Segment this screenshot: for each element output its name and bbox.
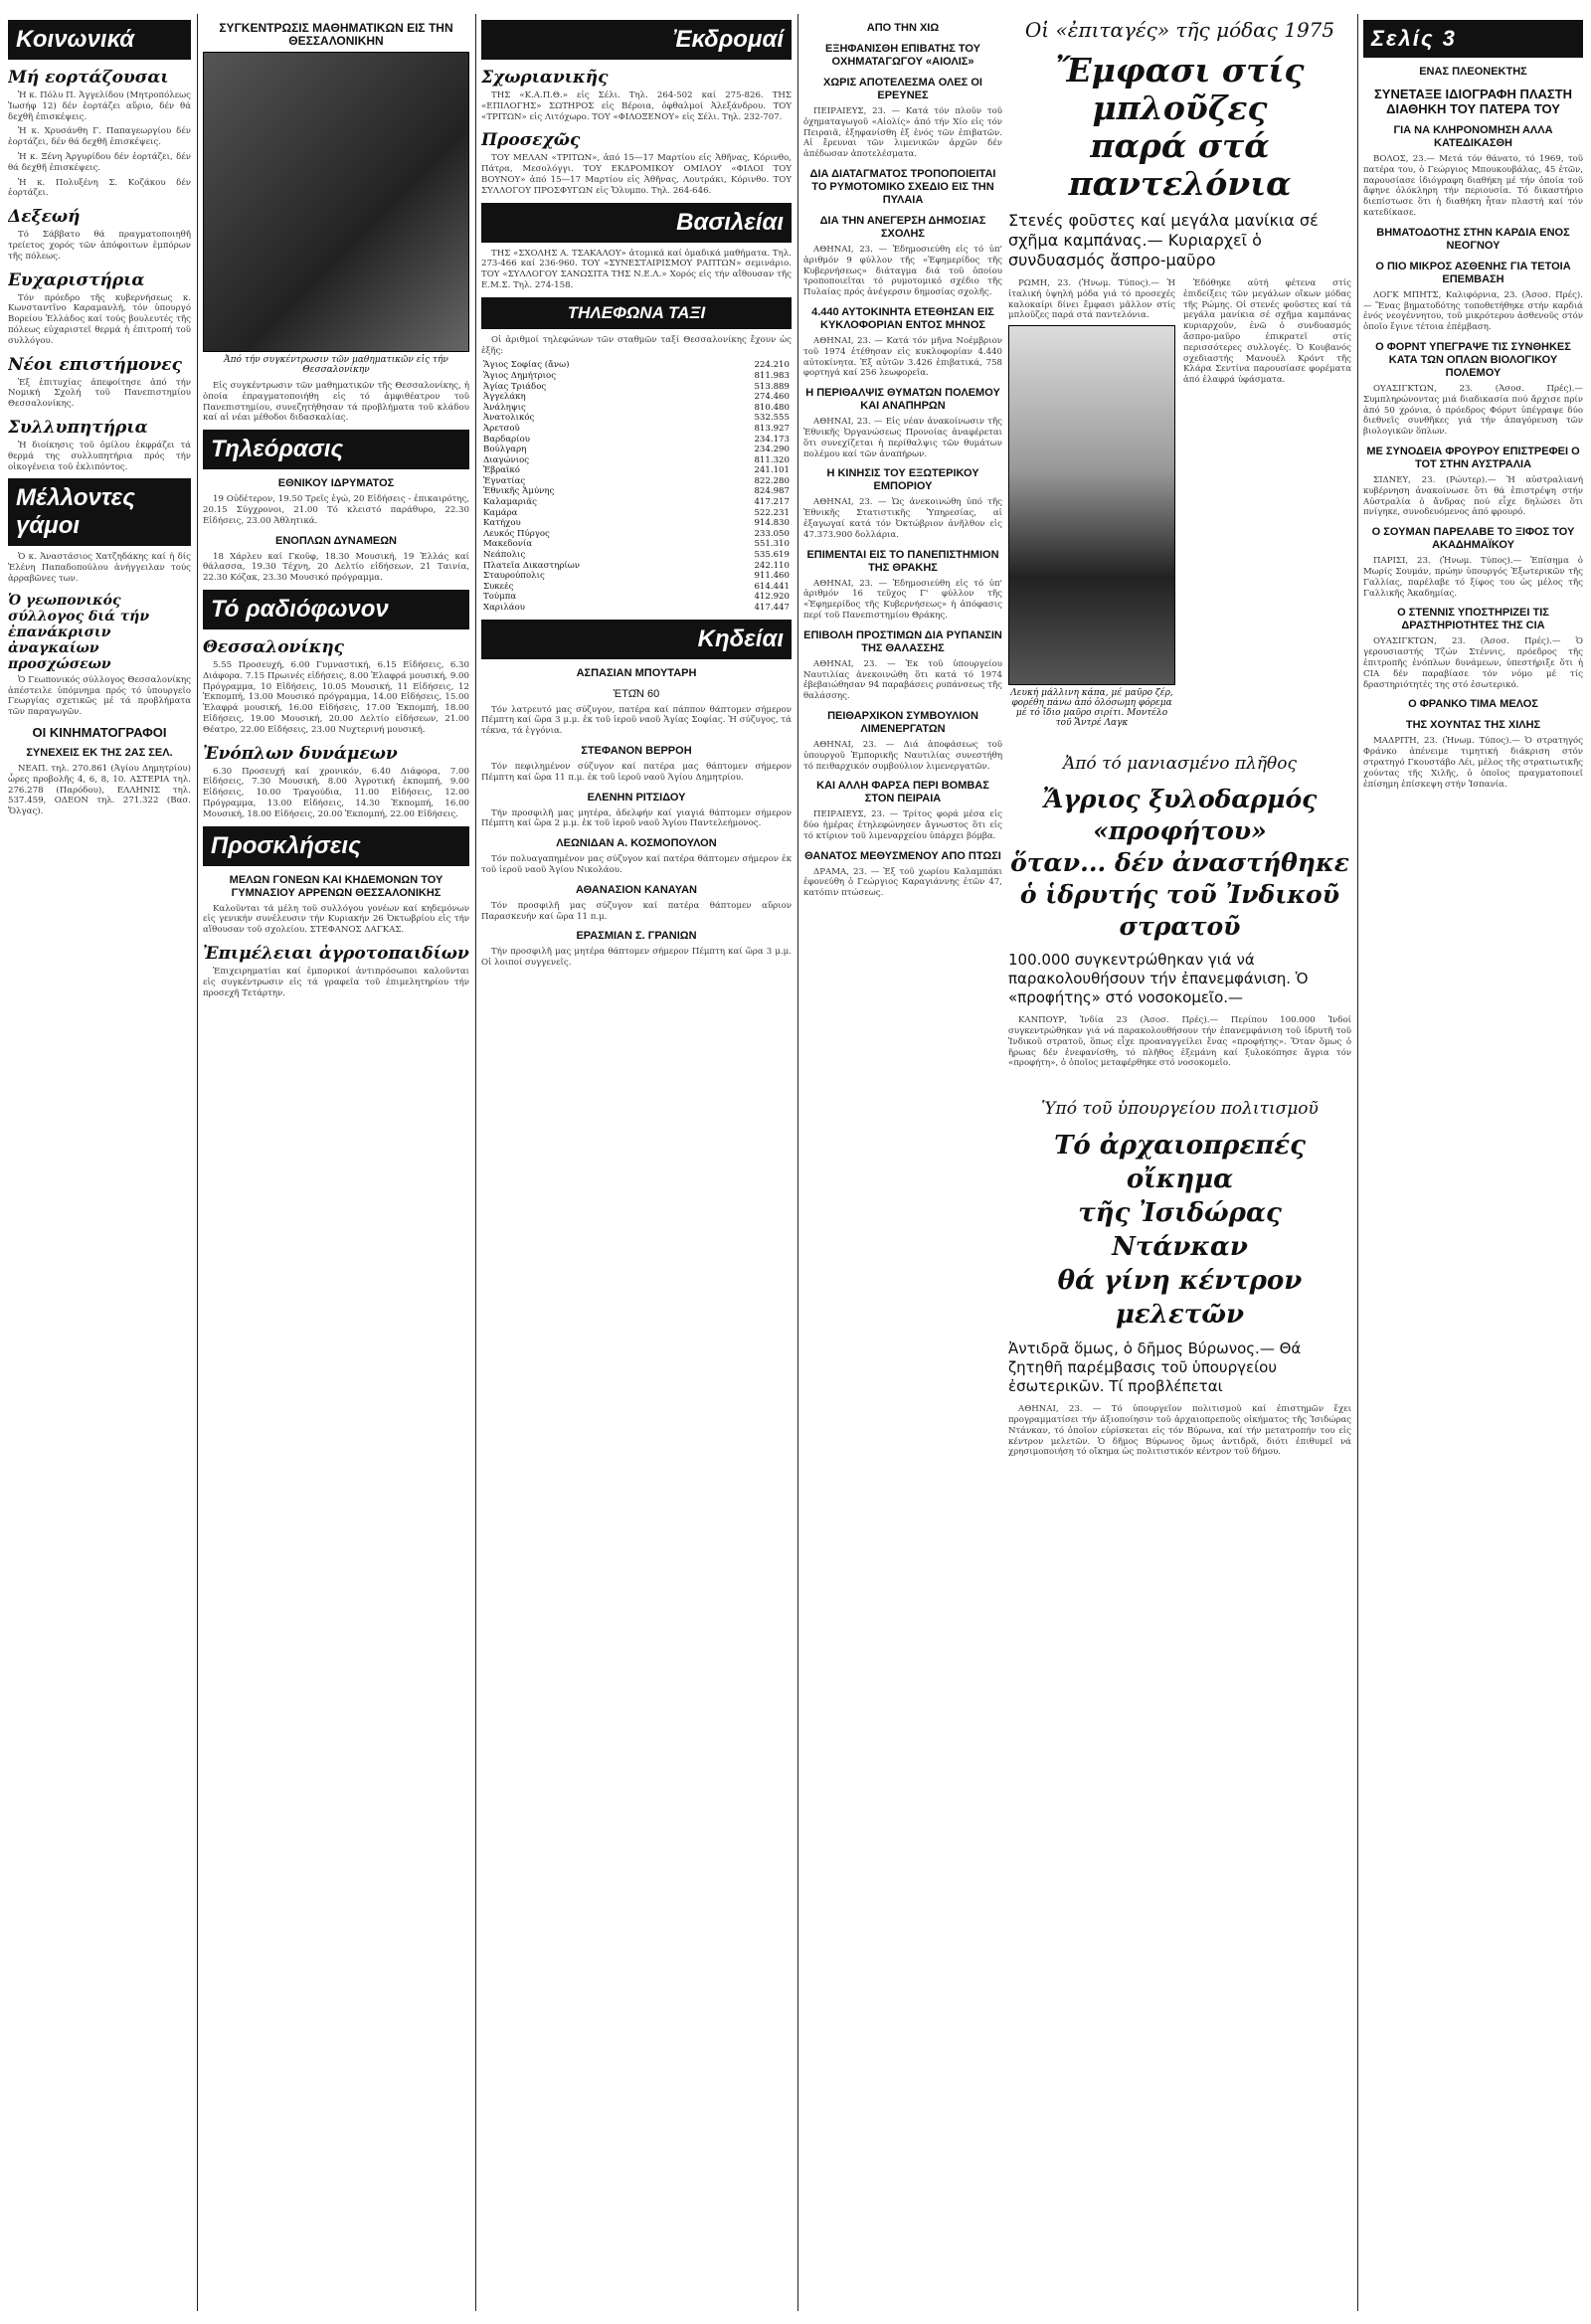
article-headline: ὁ ἱδρυτής τοῦ Ἰνδικοῦ στρατοῦ bbox=[1019, 880, 1340, 942]
column-world bbox=[1363, 14, 1583, 2311]
paragraph: ΔΡΑΜΑ, 23. — Ἐξ τοῦ χωρίου Καλαμπάκι ἐφονεύθη ὁ Γεώργιος Καραγιάννης ἐτῶν 47, κατόπιν πτώσεως. bbox=[803, 866, 1002, 899]
article-body bbox=[803, 579, 1002, 622]
section-title: ΕΛΕΝΗΝ ΡΙΤΣΙΔΟΥ bbox=[587, 791, 686, 804]
taxi-stand-name: Πλατεῖα Δικαστηρίων bbox=[483, 560, 581, 571]
section-title: Θεσσαλονίκης bbox=[203, 636, 345, 657]
article-headline: 4.440 ΑΥΤΟΚΙΝΗΤΑ ΕΤΕΘΗΣΑΝ ΕΙΣ ΚΥΚΛΟΦΟΡΙΑΝ ΕΝΤΟΣ ΜΗΝΟΣ bbox=[811, 305, 994, 331]
section-body bbox=[481, 249, 792, 291]
taxi-phone-number: 811.320 bbox=[754, 454, 790, 465]
section-body bbox=[8, 378, 191, 410]
taxi-phone-number: 242.110 bbox=[754, 560, 790, 571]
table-row bbox=[481, 529, 792, 540]
article-headline: ΕΠΙΒΟΛΗ ΠΡΟΣΤΙΜΩΝ ΔΙΑ ΡΥΠΑΝΣΙΝ ΤΗΣ ΘΑΛΑΣΣΗΣ bbox=[803, 628, 1002, 654]
taxi-stand-name: Ἀγίας Τριάδος bbox=[483, 381, 547, 392]
paragraph: ΡΩΜΗ, 23. (Ἠνωμ. Τύπος).— Ἡ ἰταλική ὑψηλή μόδα γιά τό προσεχές καλοκαίρι δίνει ἔμφασι μᾶλλον στίς μπλοῦζες παρά στά παντελόνια. bbox=[1008, 278, 1175, 321]
table-row bbox=[481, 592, 792, 603]
taxi-phone-table bbox=[481, 360, 792, 613]
photo-caption: Λευκή μάλλινη κάπα, μέ μαῦρο ζέρ, φορέθη πάνω ἀπό ὁλόσωμη φόρεμα μέ τό ἴδιο μαῦρο σιρίτι. Μοντέλο τοῦ Ἄντρέ Λαγκ bbox=[1010, 688, 1173, 729]
table-row bbox=[481, 550, 792, 561]
table-row bbox=[481, 518, 792, 529]
taxi-stand-name: Βούλγαρη bbox=[483, 445, 527, 455]
paragraph: ΝΕΑΠ. τηλ. 270.861 (Ἀγίου Δημητρίου) ὧρες προβολῆς 4, 6, 8, 10. ΑΣΤΕΡΙΑ τηλ. 276.278 (Παρόδου), ΕΛΛΗΝΙΣ τηλ. 537.459, ΟΔΕΟΝ τηλ. 271.322 (Βασ. Ὄλγας). bbox=[8, 763, 191, 817]
taxi-stand-name: Χαριλάου bbox=[483, 603, 525, 614]
taxi-phone-number: 412.920 bbox=[754, 592, 790, 603]
section-banner-tv: Τηλεόρασις bbox=[203, 430, 469, 469]
article-headline: Τό ἀρχαιοπρεπές οἴκημα bbox=[1054, 1131, 1306, 1195]
article-body bbox=[803, 867, 1002, 899]
section-body bbox=[8, 230, 191, 262]
paragraph: Τόν προσφιλῆ μας σύζυγον καί πατέρα θάπτομεν αὔριον Παρασκευήν καί ὥρα 11 π.μ. bbox=[481, 900, 792, 922]
section-body bbox=[203, 552, 469, 584]
section-title: ΣΤΕΦΑΝΟΝ ΒΕΡΡΟΗ bbox=[581, 745, 692, 757]
article-headline: Ο ΦΡΑΝΚΟ ΤΙΜΑ ΜΕΛΟΣ bbox=[1408, 698, 1538, 711]
paragraph: 6.30 Προσευχή καί χρονικόν, 6.40 Διάφορα, 7.00 Εἰδήσεις, 7.30 Μουσική, 8.00 Ἀγροτική ἐκπομπή, 9.00 Εἰδήσεις, 10.00 Τραγούδια, 11.00 Εἰδήσεις, 12.00 Πρόγραμμα, 13.00 Εἰδήσεις, 14.30 Ἐκπομπή, 16.00 Μουσική, 18.00 Εἰδήσεις, 20.00 Ἐκπομπή, 22.00 Εἰδήσεις. bbox=[203, 766, 469, 819]
section-title: Ἐνόπλων δυνάμεων bbox=[203, 743, 398, 764]
taxi-phone-number: 811.983 bbox=[754, 370, 790, 381]
paragraph: Τόν πολυαγαπημένον μας σύζυγον καί πατέρα θάπτομεν σήμερον ἐκ τοῦ ἱεροῦ ναοῦ Ἁγίου Νικολάου. bbox=[481, 854, 792, 875]
article-headline: ΣΥΓΚΕΝΤΡΩΣΙΣ ΜΑΘΗΜΑΤΙΚΩΝ ΕΙΣ ΤΗΝ ΘΕΣΣΑΛΟΝΙΚΗΝ bbox=[219, 21, 453, 48]
paragraph: ΒΟΛΟΣ, 23.— Μετά τόν θάνατο, τό 1969, τοῦ πατέρα του, ὁ Γεώργιος Μπουκουβάλας, 45 ἐτῶν, παρουσίασε ἰδιόγραφη διαθήκη μέ τήν ὁποία τοῦ ἄφηνε ὁλόκληρη τήν περιουσία. Τό δικαστήριο διεπίστωσε ὅτι ἡ διαθήκη ἦταν πλαστή καί τόν κατεδίκασε. bbox=[1363, 154, 1583, 218]
paragraph: Ἐπιχειρηματίαι καί ἐμπορικοί ἀντιπρόσωποι καλοῦνται εἰς συγκέντρωσιν εἰς τά γραφεῖα τοῦ ἐπιμελητηρίου τήν προσεχῆ Τετάρτην. bbox=[203, 966, 469, 998]
section-body bbox=[481, 901, 792, 923]
table-row bbox=[481, 561, 792, 572]
section-subtitle: ΣΥΝΕΧΕΙΣ ΕΚ ΤΗΣ 2ΑΣ ΣΕΛ. bbox=[26, 746, 173, 759]
paragraph: Τόν λατρευτό μας σύζυγον, πατέρα καί πάππον θάπτομεν σήμερον Πέμπτη καί ὥρα 3 μ.μ. ἐκ τοῦ ἱεροῦ ναοῦ Ἁγίας Σοφίας. Ἡ σύζυγος, τά τέκνα, τά ἐγγόνια. bbox=[481, 704, 792, 737]
paragraph: 19 Οὐδέτερον, 19.50 Τρεῖς ἐγώ, 20 Εἰδήσεις - ἐπικαιρότης, 20.15 Σύγχρονοι, 21.00 Τό κλειστό παράθυρο, 22.30 Εἰδήσεις, 23.00 Ἀθλητικά. bbox=[203, 494, 469, 526]
paragraph: ΑΘΗΝΑΙ, 23. — Τό ὑπουργεῖον πολιτισμοῦ καί ἐπιστημῶν ἔχει προγραμματίσει τήν ἀξιοποίησιν τοῦ ἀρχαιοπρεποῦς οἰκήματος τῆς Ἰσιδώρας Ντάνκαν, τό ὁποῖον εὑρίσκεται εἰς τόν Βύρωνα, καί τήν μετατροπήν του εἰς κέντρον μελετῶν. Ὁ δῆμος Βύρωνος ὅμως ἀντιδρᾶ, διότι ἐπιθυμεῖ νά χρησιμοποιήση τό οἴκημα ὡς πολιτιστικόν κέντρον τοῦ δήμου. bbox=[1008, 1404, 1351, 1458]
taxi-stand-name: Διαγώνιος bbox=[483, 454, 530, 465]
section-title: ΕΘΝΙΚΟΥ ΙΔΡΥΜΑΤΟΣ bbox=[277, 477, 395, 490]
paragraph: ΣΙΔΝΕΥ, 23. (Ρώυτερ).— Ἡ αὐστραλιανή κυβέρνηση ἀνακοίνωσε ὅτι θά ἐπιστρέψη στήν Αὐστραλία ὁ ἄνδρας πού εἶχε δηλώσει ὅτι πνίγηκε, συνοδευόμενος ἀπό φρουρό. bbox=[1363, 474, 1583, 518]
paragraph: Εἰς συγκέντρωσιν τῶν μαθηματικῶν τῆς Θεσσαλονίκης, ἡ ὁποία ἐπραγματοποιήθη εἰς τό ἀμφιθέατρον τοῦ Πανεπιστημίου, συνεζητήθησαν τά προβλήματα τοῦ κλάδου καί αἱ νέαι μέθοδοι διδασκαλίας. bbox=[203, 381, 469, 424]
column-rule bbox=[475, 14, 476, 2311]
section-banner-radio: Τό ραδιόφωνον bbox=[203, 590, 469, 629]
article-body bbox=[803, 809, 1002, 841]
section-body bbox=[203, 494, 469, 526]
article-headline: Η ΚΙΝΗΣΙΣ ΤΟΥ ΕΞΩΤΕΡΙΚΟΥ ΕΜΠΟΡΙΟΥ bbox=[826, 467, 979, 493]
article-kicker: Ὑπό τοῦ ὑπουργείου πολιτισμοῦ bbox=[1041, 1099, 1319, 1120]
article-headline: ΕΠΙΜΕΝΤΑΙ ΕΙΣ ΤΟ ΠΑΝΕΠΙΣΤΗΜΙΟΝ ΤΗΣ ΘΡΑΚΗΣ bbox=[806, 548, 999, 574]
section-title: Νέοι επιστήμονες bbox=[8, 354, 182, 375]
paragraph: Τόν πρόεδρο τῆς κυβερνήσεως κ. Κωνσταντῖνο Καραμανλή, τόν ὑπουργό Βορείου Ἑλλάδος καί τούς βουλευτές τῆς πόλεως εὐχαριστεῖ θερμά ἡ ἐπιτροπή τοῦ συλλόγου. bbox=[8, 292, 191, 346]
article-headline: Ο ΦΟΡΝΤ ΥΠΕΓΡΑΨΕ ΤΙΣ ΣΥΝΘΗΚΕΣ ΚΑΤΑ ΤΩΝ ΟΠΛΩΝ ΒΙΟΛΟΓΙΚΟΥ ΠΟΛΕΜΟΥ bbox=[1375, 340, 1571, 379]
paragraph: Ὁ κ. Ἀναστάσιος Χατζηδάκης καί ἡ δίς Ἑλένη Παπαδοπούλου ἀνήγγειλαν τούς ἀρραβῶνες των. bbox=[8, 552, 191, 584]
article-body bbox=[803, 659, 1002, 702]
paragraph: ΑΘΗΝΑΙ, 23. — Εἰς νέαν ἀνακοίνωσιν τῆς Ἐθνικῆς Ὀργανώσεως Προνοίας ἀναφέρεται ὅτι συνεχίζεται ἡ περίθαλψις τῶν θυμάτων πολέμου καί τῶν ἀναπήρων. bbox=[803, 417, 1002, 459]
article-kicker: Ἀπό τό μανιασμένο πλῆθος bbox=[1062, 754, 1297, 775]
taxi-phone-number: 224.210 bbox=[754, 360, 790, 371]
taxi-stand-name: Ἀρετσοῦ bbox=[483, 423, 520, 434]
section-body bbox=[481, 153, 792, 196]
section-title: Συλλυπητήρια bbox=[8, 417, 148, 438]
taxi-stand-name: Βαρδαρίου bbox=[483, 434, 530, 445]
article-body bbox=[1363, 636, 1583, 690]
article-deck: 100.000 συγκεντρώθηκαν γιά νά παρακολουθήσουν τήν ἐπανεμφάνιση. Ὁ «προφήτης» στό νοσοκομεῖο.— bbox=[1008, 951, 1309, 1007]
taxi-phone-number: 417.447 bbox=[754, 603, 790, 614]
article-body bbox=[1008, 278, 1175, 321]
section-body bbox=[8, 675, 191, 718]
article-body bbox=[1363, 290, 1583, 333]
section-title: Ὁ γεωπονικός σύλλογος διά τήν ἐπανάκρισιν ἀναγκαίων προσχώσεων bbox=[8, 592, 150, 672]
section-body bbox=[481, 705, 792, 737]
article-body bbox=[803, 417, 1002, 459]
table-row bbox=[481, 382, 792, 393]
section-title: ΕΝΟΠΛΩΝ ΔΥΝΑΜΕΩΝ bbox=[275, 534, 397, 547]
taxi-stand-name: Ἐγνατίας bbox=[483, 475, 526, 486]
section-body bbox=[8, 764, 191, 817]
article-subheadline: ΧΩΡΙΣ ΑΠΟΤΕΛΕΣΜΑ ΟΛΕΣ ΟΙ ΕΡΕΥΝΕΣ bbox=[823, 77, 982, 101]
paragraph: Ἐδόθηκε αὐτή φέτενα στίς ἐπιδείξεις τῶν μεγάλων οἴκων μόδας τῆς Ρώμης. Οἱ στενές φοῦστες καί τά μεγάλα μανίκια σέ σχῆμα καμπάνας κυριαρχοῦν, ἐνῶ ὁ συνδυασμός ἄσπρο-μαῦρο ἐπικρατεῖ στίς περισσότερες συλλογές. Ὁ Κουβανός σχεδιαστής Μανουέλ Κρόντ τῆς Κλάρα Σεντίνα παρουσίασε φορέματα ἀπό ἐλαφρά ὑφάσματα. bbox=[1183, 278, 1351, 386]
taxi-stand-name: Ἅγιος Δημήτριος bbox=[483, 370, 557, 381]
article-deck: Ἀντιδρᾶ ὅμως, ὁ δῆμος Βύρωνος.— Θά ζητηθῆ παρέμβασις τοῦ ὑπουργείου ἐσωτερικῶν. Τί προβλέπεται bbox=[1008, 1340, 1302, 1396]
paragraph: ΑΘΗΝΑΙ, 23. — Ἐδημοσιεύθη εἰς τό ὑπ' ἀριθμόν 16 τεῦχος Γ' φύλλον τῆς «Ἐφημερίδος τῆς Κυβερνήσεως» ἡ ἀπόφασις περί τοῦ Πανεπιστημίου Θράκης. bbox=[803, 578, 1002, 621]
column-rule bbox=[197, 14, 198, 2311]
table-row bbox=[481, 539, 792, 550]
table-row bbox=[481, 360, 792, 371]
article-headline: Ἄγριος ξυλοδαρμός «προφήτου» bbox=[1042, 785, 1318, 846]
article-headline: παρά στά παντελόνια bbox=[1068, 126, 1292, 203]
paragraph: Ὁ Γεωπονικός σύλλογος Θεσσαλονίκης ἀπέστειλε ὑπόμνημα πρός τό ὑπουργεῖο Γεωργίας σχετικῶς μέ τά προβλήματα τῶν παραγωγῶν. bbox=[8, 674, 191, 718]
paragraph: ΤΟΥ ΜΕΛΑΝ «ΤΡΙΤΩΝ», ἀπό 15—17 Μαρτίου εἰς Ἀθῆνας, Κόρινθο, Πάτρα, Μεσολόγγι. ΤΟΥ ΕΚΔΡΟΜΙΚΟΥ ΟΜΙΛΟΥ «ΦΙΛΟΙ ΤΟΥ ΒΟΥΝΟΥ» ἀπό 15—17 Μαρτίου εἰς Ἀθῆνας, Λουτράκι, Κόρινθο. ΤΟΥ ΣΥΛΛΟΓΟΥ ΠΡΟΣΦΥΓΩΝ εἰς Ὄλυμπο. Τηλ. 264-646. bbox=[481, 153, 792, 196]
table-row bbox=[481, 445, 792, 455]
article-headline: ὅταν... δέν ἀναστήθηκε bbox=[1010, 848, 1349, 878]
fashion-photo bbox=[1008, 325, 1175, 685]
article-headline: τῆς Ἰσιδώρας Ντάνκαν bbox=[1078, 1198, 1282, 1263]
section-body bbox=[203, 660, 469, 736]
paragraph: ΑΘΗΝΑΙ, 23. — Ὡς ἀνεκοινώθη ὑπό τῆς Ἐθνικῆς Στατιστικῆς Ὑπηρεσίας, αἱ ἐξαγωγαί κατά τόν Ὀκτώβριον ἀνῆλθον εἰς 47.373.900 δολλάρια. bbox=[803, 497, 1002, 540]
section-body bbox=[481, 854, 792, 876]
article-headline: Ο ΣΟΥΜΑΝ ΠΑΡΕΛΑΒΕ ΤΟ ΞΙΦΟΣ ΤΟΥ ΑΚΑΔΗΜΑΪΚΟΥ bbox=[1371, 526, 1575, 552]
article-body bbox=[1008, 1015, 1351, 1069]
section-title: Ευχαριστήρια bbox=[8, 269, 145, 290]
paragraph: ΠΕΙΡΑΙΕΥΣ, 23. — Τρίτος φορά μέσα εἰς δύο ἡμέρας ἐτηλεφώνησεν ἄγνωστος ὅτι εἰς τό κτίριον τοῦ λιμεναρχείου ὑπάρχει βόμβα. bbox=[803, 809, 1002, 841]
section-title: Ἐπιμέλειαι ἀγροτοπαιδίων bbox=[203, 943, 469, 964]
article-kicker: ΑΠΟ ΤΗΝ ΧΙΩ bbox=[866, 22, 940, 34]
article-body bbox=[803, 245, 1002, 298]
taxi-phone-number: 417.217 bbox=[754, 497, 790, 508]
taxi-stand-name: Νεάπολις bbox=[483, 550, 526, 561]
paragraph: ΑΘΗΝΑΙ, 23. — Ἐδημοσιεύθη εἰς τό ὑπ' ἀριθμόν 9 φύλλον τῆς «Ἐφημερίδος τῆς Κυβερνήσεως» διάταγμα διά τοῦ ὁποίου τροποποιεῖται τό ρυμοτομικό σχέδιο τῆς Πυλαίας πρός ἀνέγερσιν δημοσίας σχολῆς. bbox=[803, 244, 1002, 298]
paragraph: ΛΟΓΚ ΜΠΗΤΣ, Καλιφόρνια, 23. (Ἀσοσ. Πρές).— Ἕνας βηματοδότης τοποθετήθηκε στήν καρδιά ἑνός νεογέννητου, τοῦ μικρότερου ἀσθενοῦς στόν ὁποῖο ἔγινε τέτοια ἐπέμβαση. bbox=[1363, 289, 1583, 333]
taxi-phone-number: 522.231 bbox=[754, 507, 790, 518]
section-banner-taxi-phones: ΤΗΛΕΦΩΝΑ ΤΑΞΙ bbox=[481, 297, 792, 329]
news-photo bbox=[203, 52, 469, 352]
paragraph: Ἡ κ. Πόλυ Π. Ἀγγελίδου (Μητροπόλεως Ἰωσήφ 12) δέν ἑορτάζει αὔριο, δέν θά δεχθῆ ἐπισκέψεις. bbox=[8, 90, 191, 122]
taxi-stand-name: Ἀνάληψις bbox=[483, 402, 526, 413]
paragraph: ΠΑΡΙΣΙ, 23. (Ἠνωμ. Τύπος).— Ἐπίσημα ὁ Μωρίς Σουμάν, πρώην ὑπουργός Ἐξωτερικῶν τῆς Γαλλίας, παρέλαβε τό ξίφος του ὡς μέλος τῆς Γαλλικῆς Ἀκαδημίας. bbox=[1363, 556, 1583, 599]
paragraph: Ἐξ ἐπιτυχίας ἀπεφοίτησε ἀπό τήν Νομική Σχολή τοῦ Πανεπιστημίου Θεσσαλονίκης. bbox=[8, 377, 191, 410]
paragraph: ΟΥΑΣΙΓΚΤΩΝ, 23. (Ἀσοσ. Πρές).— Συμπληρώνοντας μιά διαδικασία πού ἄρχισε πρίν ἀπό 50 χρόνια, ὁ πρόεδρος Φόρντ ὑπέγραψε δύο διεθνεῖς συνθῆκες γιά τήν ἀπαγόρευση τῶν βιολογικῶν ὅπλων. bbox=[1363, 383, 1583, 438]
paragraph: ΑΘΗΝΑΙ, 23. — Διά ἀποφάσεως τοῦ ὑπουργοῦ Ἐμπορικῆς Ναυτιλίας συνεστήθη τό πειθαρχικόν συμβούλιον λιμενεργατῶν. bbox=[803, 739, 1002, 772]
section-subtitle: ἘΤΩ͂Ν 60 bbox=[613, 687, 660, 700]
table-row bbox=[481, 497, 792, 508]
taxi-phone-number: 274.460 bbox=[754, 392, 790, 403]
article-headline: θά γίνη κέντρον μελετῶν bbox=[1057, 1266, 1303, 1331]
taxi-stand-name: Ἅγιος Σοφίας (ἄνω) bbox=[483, 360, 570, 371]
table-row bbox=[481, 413, 792, 424]
article-body bbox=[1183, 278, 1351, 734]
taxi-stand-name: Λευκός Πύργος bbox=[483, 528, 550, 539]
taxi-phone-number: 234.290 bbox=[754, 445, 790, 455]
article-headline: ΒΗΜΑΤΟΔΟΤΗΣ ΣΤΗΝ ΚΑΡΔΙΑ ΕΝΟΣ ΝΕΟΓΝΟΥ bbox=[1376, 226, 1570, 252]
taxi-stand-name: Τούμπα bbox=[483, 592, 517, 603]
column-society bbox=[8, 14, 191, 2311]
taxi-stand-name: Ἑβραϊκό bbox=[483, 465, 520, 476]
article-subheadline: ΤΗΣ ΧΟΥΝΤΑΣ ΤΗΣ ΧΙΛΗΣ bbox=[1405, 719, 1541, 732]
paragraph: ΚΑΝΠΟΥΡ, Ἰνδία 23 (Ἀσοσ. Πρές).— Περίπου 100.000 Ἰνδοί συγκεντρώθηκαν γιά νά παρακολουθήσουν τήν ἐπανεμφάνιση τοῦ ἱδρυτῆ τοῦ Ἰνδικοῦ στρατοῦ, ὅπως εἶχε προαναγγείλει ἕνας «προφήτης». Ὅταν ὅμως ὁ ἥρωας δέν ἐνεφανίσθη, τό πλῆθος ἐξεμάνη καί ξυλοκόπησε ἄγρια τόν «προφήτη», ὁ ὁποῖος μεταφέρθηκε στό νοσοκομεῖο. bbox=[1008, 1015, 1351, 1069]
paragraph: Ἡ διοίκησις τοῦ ὁμίλου ἐκφράζει τά θερμά της συλλυπητήρια πρός τήν οἰκογένεια τοῦ ἐκλιπόντος. bbox=[8, 440, 191, 472]
photo-caption: Ἀπό τήν συγκέντρωσιν τῶν μαθηματικῶν εἰς τήν Θεσσαλονίκην bbox=[224, 355, 448, 375]
paragraph: Τήν προσφιλῆ μας μητέρα, ἀδελφήν καί γιαγιά θάπτομεν σήμερον Πέμπτη καί ὥρα 2 μ.μ. ἐκ τοῦ ἱεροῦ ναοῦ Ἁγίου Παντελεήμονος. bbox=[481, 807, 792, 829]
paragraph: Ἡ κ. Πολυξένη Σ. Κοζάκου δέν ἑορτάζει. bbox=[8, 177, 191, 199]
table-row bbox=[481, 571, 792, 582]
paragraph: Ἡ κ. Χρυσάνθη Γ. Παπαγεωργίου δέν ἑορτάζει, δέν θά δεχθῆ ἐπισκέψεις. bbox=[8, 126, 191, 148]
taxi-phone-number: 810.480 bbox=[754, 402, 790, 413]
taxi-phone-number: 241.101 bbox=[754, 465, 790, 476]
paragraph: ΤΗΣ «ΣΧΟΛΗΣ Α. ΤΣΑΚΑΛΟΥ» ἀτομικά καί ὁμαδικά μαθήματα. Τηλ. 273-466 καί 236-960. ΤΟΥ «ΣΥΝΕΣΤΑΙΡΙΣΜΟΥ ΡΑΠΤΩΝ» σεμινάριο. ΤΟΥ «ΣΥΛΛΟΓΟΥ ΣΑΝΩΣΙΤΑ ΤΗΣ Ν.Ε.Λ.» Χορός εἰς τήν αἴθουσαν τῆς Ε.Μ.Σ. Τηλ. 274-158. bbox=[481, 248, 792, 290]
taxi-phone-number: 513.889 bbox=[754, 381, 790, 392]
column-news bbox=[803, 14, 1002, 2311]
article-headline: Ο ΣΤΕΝΝΙΣ ΥΠΟΣΤΗΡΙΖΕΙ ΤΙΣ ΔΡΑΣΤΗΡΙΟΤΗΤΕΣ ΤΗΣ CIA bbox=[1397, 607, 1549, 632]
article-headline: ΠΕΙΘΑΡΧΙΚΟΝ ΣΥΜΒΟΥΛΙΟΝ ΛΙΜΕΝΕΡΓΑΤΩΝ bbox=[827, 709, 978, 735]
article-headline: ΜΕ ΣΥΝΟΔΕΙΑ ΦΡΟΥΡΟΥ ΕΠΙΣΤΡΕΦΕΙ Ο ΤΟΤ ΣΤΗΝ ΑΥΣΤΡΑΛΙΑ bbox=[1366, 445, 1580, 470]
section-body bbox=[8, 441, 191, 472]
paragraph: ΤΗΣ «Κ.Α.Π.Θ.» εἰς Σέλι. Τηλ. 264-502 καί 275-826. ΤΗΣ «ΕΠΙΛΟΓΗΣ» ΣΩΤΗΡΟΣ εἰς Βέροια, ὀφθαλμοί Ἀλεξάνδρου. ΤΟΥ «ΤΡΙΤΩΝ» εἰς Λιτόχωρο. ΤΟΥ «ΦΙΛΟΞΕΝΟΥ» εἰς Σέλι. Τηλ. 232-707. bbox=[481, 90, 792, 122]
taxi-stand-name: Κατήχου bbox=[483, 518, 521, 529]
paragraph: Τόν πεφιλημένον σύζυγον καί πατέρα μας θάπτομεν σήμερον Πέμπτη καί ὥρα 11 π.μ. ἐκ τοῦ ἱεροῦ ναοῦ Ἁγίου Δημητρίου. bbox=[481, 762, 792, 783]
article-body bbox=[1363, 556, 1583, 599]
page-number-banner: Σελίς 3 bbox=[1363, 20, 1583, 58]
table-row bbox=[481, 392, 792, 403]
table-row bbox=[481, 403, 792, 414]
taxi-phone-number: 824.987 bbox=[754, 486, 790, 497]
taxi-stand-name: Μακεδονία bbox=[483, 539, 533, 550]
taxi-phone-number: 234.173 bbox=[754, 434, 790, 445]
column-rule bbox=[1357, 14, 1358, 2311]
section-title: ΑΘΑΝΑΣΙΟΝ ΚΑΝΑΥΑΝ bbox=[576, 883, 697, 896]
paragraph: ΑΘΗΝΑΙ, 23. — Κατά τόν μῆνα Νοέμβριον τοῦ 1974 ἐτέθησαν εἰς κυκλοφορίαν 4.440 αὐτοκίνητα. Ἐξ αὐτῶν 3.426 ἐπιβατικά, 758 φορτηγά καί 256 λεωφορεῖα. bbox=[803, 335, 1002, 379]
section-title: Μή εορτάζουσαι bbox=[8, 68, 169, 88]
table-row bbox=[481, 476, 792, 487]
taxi-phone-number: 532.555 bbox=[754, 413, 790, 424]
taxi-phone-number: 813.927 bbox=[754, 423, 790, 434]
paragraph: Τό Σάββατο θά πραγματοποιηθῆ τρείετος χορός τῶν ἀπόφοιτων ἐμπόρων τῆς πόλεως. bbox=[8, 230, 191, 262]
article-body bbox=[803, 336, 1002, 379]
section-body bbox=[203, 767, 469, 820]
section-body bbox=[8, 90, 191, 199]
article-kicker: Οἱ «ἐπιταγές» τῆς μόδας 1975 bbox=[1024, 18, 1335, 42]
section-title: ΑΣΠΑΣΙΑΝ ΜΠΟΥΤΑΡΗ bbox=[576, 666, 697, 679]
section-banner-excursions: Ἐκδρομαί bbox=[481, 20, 792, 60]
taxi-stand-name: Συκεές bbox=[483, 581, 514, 592]
taxi-phone-number: 535.619 bbox=[754, 550, 790, 561]
article-body bbox=[203, 381, 469, 424]
section-banner-vas: Βασιλείαι bbox=[481, 203, 792, 243]
fashion-left bbox=[1008, 278, 1175, 734]
article-headline: ΕΞΗΦΑΝΙΣΘΗ ΕΠΙΒΑΤΗΣ ΤΟΥ ΟΧΗΜΑΤΑΓΩΓΟΥ «ΑΙΟΛΙΣ» bbox=[825, 43, 980, 68]
table-row bbox=[481, 486, 792, 497]
column-tv-radio bbox=[203, 14, 469, 2311]
column-rule bbox=[797, 14, 798, 2311]
paragraph: ΜΑΔΡΙΤΗ, 23. (Ἠνωμ. Τύπος).— Ὁ στρατηγός Φράνκο ἀπένειμε τιμητική διάκριση στόν στρατηγό Γκουστάβο Λέι, μέλος τῆς στρατιωτικῆς χούντας τῆς Χιλῆς, ὁ ὁποῖος πραγματοποιεῖ ἐπίσημη ἐπίσκεψη στήν Ἰσπανία. bbox=[1363, 736, 1583, 790]
section-title: ΛΕΩΝΙΔΑΝ Α. ΚΟΣΜΟΠΟΥΛΟΝ bbox=[556, 837, 717, 850]
table-row bbox=[481, 435, 792, 446]
section-body bbox=[481, 335, 792, 357]
article-headline: ΔΙΑ ΔΙΑΤΑΓΜΑΤΟΣ ΤΡΟΠΟΠΟΙΕΙΤΑΙ ΤΟ ΡΥΜΟΤΟΜΙΚΟ ΣΧΕΔΙΟ ΕΙΣ ΤΗΝ ΠΥΛΑΙΑ bbox=[809, 167, 996, 206]
article-body bbox=[1008, 1404, 1351, 1458]
section-body bbox=[203, 904, 469, 936]
article-body bbox=[1363, 736, 1583, 790]
taxi-phone-number: 233.050 bbox=[754, 528, 790, 539]
taxi-stand-name: Ἐθνικῆς Ἀμύνης bbox=[483, 486, 555, 497]
taxi-stand-name: Σταυρούπολις bbox=[483, 571, 545, 582]
fashion-article bbox=[1008, 278, 1351, 734]
article-headline: Η ΠΕΡΙΘΑΛΨΙΣ ΘΥΜΑΤΩΝ ΠΟΛΕΜΟΥ ΚΑΙ ΑΝΑΠΗΡΩΝ bbox=[805, 387, 1000, 413]
section-title: ΟΙ ΚΙΝΗΜΑΤΟΓΡΑΦΟΙ bbox=[32, 724, 167, 740]
paragraph: ΑΘΗΝΑΙ, 23. — Ἐκ τοῦ ὑπουργείου Ναυτιλίας ἀνεκοινώθη ὅτι κατά τό 1974 ἐβεβαιώθησαν 94 παραβάσεις ρυπάνσεως τῆς θαλάσσης. bbox=[803, 658, 1002, 702]
column-excursions bbox=[481, 14, 792, 2311]
table-row bbox=[481, 582, 792, 593]
article-body bbox=[803, 106, 1002, 160]
table-row bbox=[481, 455, 792, 466]
section-title: Δεξεωή bbox=[8, 207, 81, 228]
section-body bbox=[481, 762, 792, 784]
paragraph: Ἡ κ. Ξένη Ἀργυρίδου δέν ἑορτάζει, δέν θά δεχθῆ ἐπισκέψεις. bbox=[8, 151, 191, 173]
section-body bbox=[481, 808, 792, 830]
taxi-stand-name: Ἀγγελάκη bbox=[483, 392, 526, 403]
article-headline: ΣΥΝΕΤΑΞΕ ΙΔΙΟΓΡΑΦΗ ΠΛΑΣΤΗ ΔΙΑΘΗΚΗ ΤΟΥ ΠΑΤΕΡΑ ΤΟΥ bbox=[1373, 87, 1573, 116]
article-subheadline: ΓΙΑ ΝΑ ΚΛΗΡΟΝΟΜΗΣΗ ΑΛΛΑ ΚΑΤΕΔΙΚΑΣΘΗ bbox=[1393, 124, 1553, 149]
paragraph: ΟΥΑΣΙΓΚΤΩΝ, 23. (Ἀσοσ. Πρές).— Ὁ γερουσιαστής Τζών Στέννις, πρόεδρος τῆς ἐπιτροπῆς ἐνόπλων δυνάμεων, ὑπεστήριξε ὅτι ἡ CIA δέν παραβίασε τόν νόμο μέ τίς δραστηριότητές της στό ἐσωτερικό. bbox=[1363, 636, 1583, 690]
taxi-stand-name: Καλαμαριᾶς bbox=[483, 497, 537, 508]
section-body bbox=[481, 947, 792, 969]
section-body bbox=[481, 90, 792, 122]
table-row bbox=[481, 465, 792, 476]
section-title: Προσεχῶς bbox=[481, 130, 581, 151]
section-title: Σχωριανικῆς bbox=[481, 68, 609, 88]
article-body bbox=[1363, 154, 1583, 219]
section-banner-weddings: Μέλλοντες γάμοι bbox=[8, 478, 191, 546]
article-headline: ΘΑΝΑΤΟΣ ΜΕΘΥΣΜΕΝΟΥ ΑΠΟ ΠΤΩΣΙ bbox=[804, 849, 1001, 862]
taxi-stand-name: Ἀνατολικός bbox=[483, 413, 535, 424]
taxi-stand-name: Καμάρα bbox=[483, 507, 518, 518]
table-row bbox=[481, 508, 792, 519]
article-kicker: ΕΝΑΣ ΠΛΕΟΝΕΚΤΗΣ bbox=[1419, 66, 1527, 78]
article-subheadline: ΔΙΑ ΤΗΝ ΑΝΕΓΕΡΣΗ ΔΗΜΟΣΙΑΣ ΣΧΟΛΗΣ bbox=[819, 214, 986, 240]
section-banner-society: Κοινωνικά bbox=[8, 20, 191, 60]
article-body bbox=[803, 497, 1002, 540]
article-headline: ΚΑΙ ΑΛΛΗ ΦΑΡΣΑ ΠΕΡΙ ΒΟΜΒΑΣ ΣΤΟΝ ΠΕΙΡΑΙΑ bbox=[816, 780, 989, 805]
table-row bbox=[481, 424, 792, 435]
section-title: ΕΡΑΣΜΙΑΝ Σ. ΓΡΑΝΙΩΝ bbox=[576, 930, 697, 943]
section-body bbox=[203, 967, 469, 998]
taxi-phone-number: 614.441 bbox=[754, 581, 790, 592]
section-body bbox=[8, 552, 191, 584]
taxi-phone-number: 822.280 bbox=[754, 475, 790, 486]
paragraph: Οἱ ἀριθμοί τηλεφώνων τῶν σταθμῶν ταξί Θεσσαλονίκης ἔχουν ὡς ἑξῆς: bbox=[481, 334, 792, 356]
taxi-phone-number: 911.460 bbox=[754, 571, 790, 582]
article-body bbox=[1363, 384, 1583, 438]
paragraph: Καλοῦνται τά μέλη τοῦ συλλόγου γονέων καί κηδεμόνων εἰς γενικήν συνέλευσιν τήν Κυριακήν 26 Ὀκτωβρίου εἰς τήν αἴθουσαν τοῦ σχολείου. ΣΤΕΦΑΝΟΣ ΔΑΓΚΑΣ. bbox=[203, 903, 469, 936]
paragraph: Τήν προσφιλῆ μας μητέρα θάπτομεν σήμερον Πέμπτη καί ὥρα 3 μ.μ. Οἱ λοιποί συγγενεῖς. bbox=[481, 947, 792, 969]
article-body bbox=[1363, 475, 1583, 518]
table-row bbox=[481, 371, 792, 382]
section-banner-invitations: Προσκλήσεις bbox=[203, 826, 469, 866]
article-deck: Στενές φοῦστες καί μεγάλα μανίκια σέ σχῆμα καμπάνας.— Κυριαρχεῖ ὁ συνδυασμός ἄσπρο-μαῦρο bbox=[1008, 211, 1319, 269]
article-headline: Ἔμφασι στίς μπλοῦζες bbox=[1055, 51, 1305, 127]
article-subheadline: Ο ΠΙΟ ΜΙΚΡΟΣ ΑΣΘΕΝΗΣ ΓΙΑ ΤΕΤΟΙΑ ΕΠΕΜΒΑΣΗ bbox=[1375, 260, 1571, 285]
paragraph: 5.55 Προσευχή, 6.00 Γυμναστική, 6.15 Εἰδήσεις, 6.30 Διάφορα. 7.15 Πρωινές εἰδήσεις, 8.00 Ἐλαφρά μουσική, 9.00 Πρόγραμμα, 10 Εἰδήσεις, 10.05 Μουσική, 11 Εἰδήσεις, 12 Ἐκπομπή, 13.00 Μουσικό πρόγραμμα, 14.00 Εἰδήσεις, 15.00 Ἐλαφρά μουσική, 16.00 Εἰδήσεις, 17.00 Ἐκπομπή, 18.00 Εἰδήσεις, 19.00 Μουσική, 20.00 Δελτίο εἰδήσεων, 21.00 Θέατρο, 22.00 Εἰδήσεις, 23.00 Νυχτερινή μουσική. bbox=[203, 659, 469, 735]
taxi-phone-number: 914.830 bbox=[754, 518, 790, 529]
section-body bbox=[8, 293, 191, 347]
paragraph: 18 Χάρλευ καί Γκοῦφ, 18.30 Μουσική, 19 Ἑλλάς καί θάλασσα, 19.30 Τέχνη, 20 Δελτίο εἰδήσεων, 21 Ταινία, 22.30 Κόζακ, 23.30 Μουσικό πρόγραμμα. bbox=[203, 551, 469, 584]
column-features bbox=[1008, 14, 1351, 2311]
article-body bbox=[803, 740, 1002, 772]
taxi-phone-number: 551.310 bbox=[754, 539, 790, 550]
section-banner-funerals: Κηδείαι bbox=[481, 620, 792, 659]
paragraph: ΠΕΙΡΑΙΕΥΣ, 23. — Κατά τόν πλοῦν τοῦ ὀχηματαγωγοῦ «Αἰολίς» ἀπό τήν Χίο εἰς τόν Πειραιᾶ, ἐξηφανίσθη ἐξ ἑνός τῶν ἐπιβατῶν. Αἱ ἔρευναι τῶν λιμενικῶν ἀρχῶν δέν ἀπέδωσαν ἀποτελέσματα. bbox=[803, 106, 1002, 160]
section-title: ΜΕΛΩΝ ΓΟΝΕΩΝ ΚΑΙ ΚΗΔΕΜΟΝΩΝ ΤΟΥ ΓΥΜΝΑΣΙΟΥ ΑΡΡΕΝΩΝ ΘΕΣΣΑΛΟΝΙΚΗΣ bbox=[229, 873, 443, 899]
table-row bbox=[481, 603, 792, 614]
